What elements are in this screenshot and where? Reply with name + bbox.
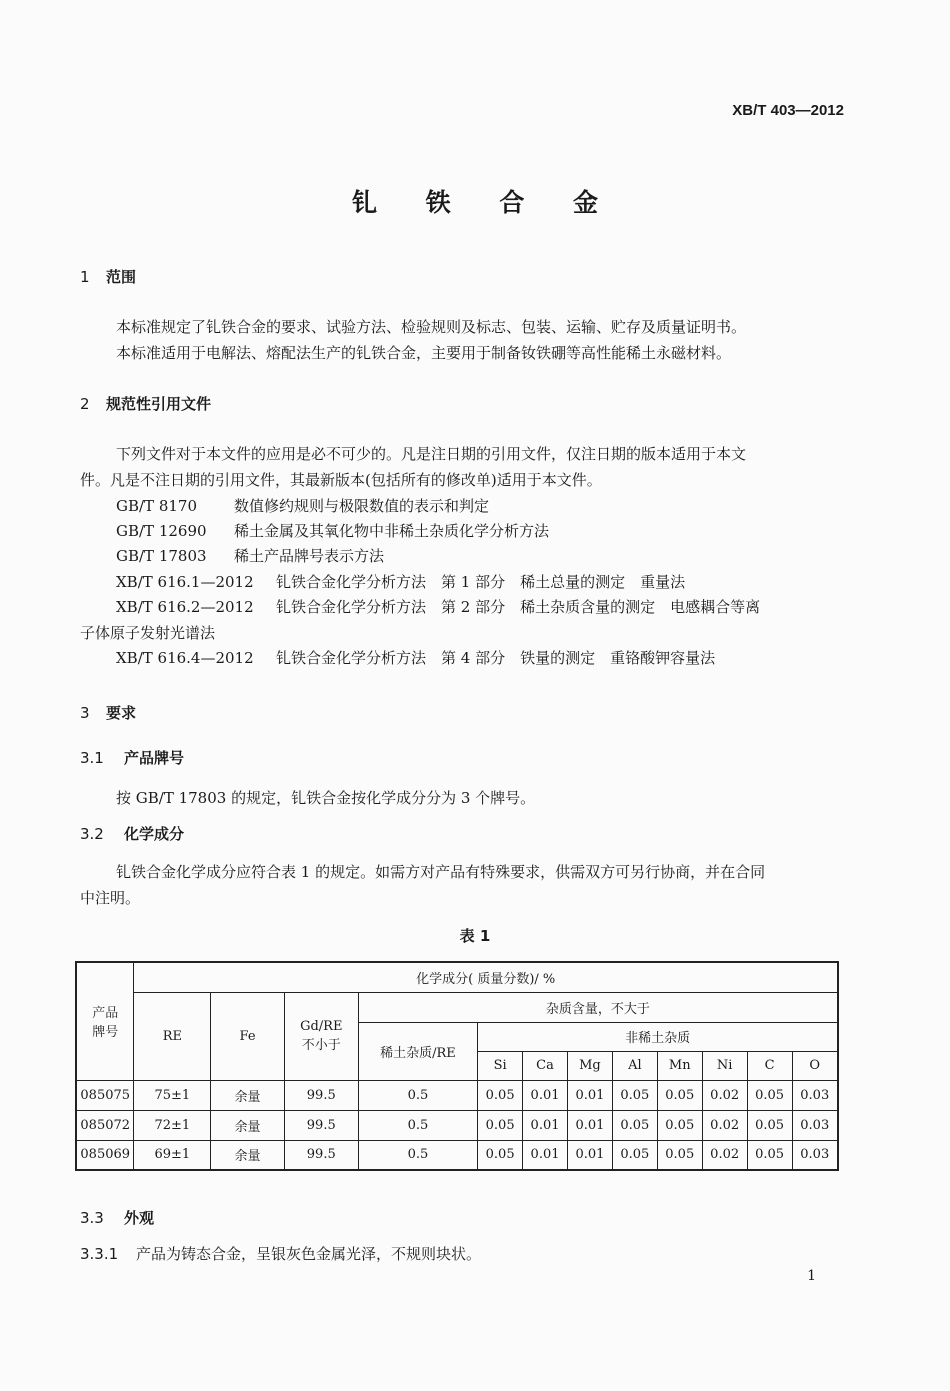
section-2-heading <box>80 393 211 414</box>
cell-value: 0.02 <box>702 1080 747 1110</box>
cell-re-impurity: 0.5 <box>358 1140 478 1170</box>
cell-fe: 余量 <box>211 1110 285 1140</box>
section-title: 规范性引用文件 <box>106 395 212 413</box>
section-2-intro-line-2: 件。凡是不注日期的引用文件，其最新版本(包括所有的修改单)适用于本文件。 <box>80 471 602 489</box>
section-3-1-para: 按 GB/T 17803 的规定，钆铁合金按化学成分分为 3 个牌号。 <box>116 789 536 807</box>
cell-value: 0.05 <box>657 1110 702 1140</box>
cell-re-impurity: 0.5 <box>358 1110 478 1140</box>
header-element: Mg <box>567 1051 612 1080</box>
cell-re-impurity: 0.5 <box>358 1080 478 1110</box>
cell-gd-re: 99.5 <box>284 1140 358 1170</box>
ref-item-continuation: 子体原子发射光谱法 <box>80 624 216 642</box>
section-3-2-heading <box>80 823 184 844</box>
section-number: 3.1 <box>80 749 104 767</box>
section-number: 1 <box>80 268 90 286</box>
cell-value: 0.03 <box>792 1140 838 1170</box>
cell-value: 0.05 <box>657 1140 702 1170</box>
section-title: 要求 <box>106 704 137 722</box>
cell-fe: 余量 <box>211 1080 285 1110</box>
header-non-re-impurity: 非稀土杂质 <box>478 1022 838 1051</box>
ref-title: 钆铁合金化学分析方法 第 2 部分 稀土杂质含量的测定 电感耦合等离 <box>276 598 761 616</box>
cell-value: 0.02 <box>702 1110 747 1140</box>
section-1-heading <box>80 266 136 287</box>
cell-value: 0.05 <box>612 1110 657 1140</box>
cell-re: 75±1 <box>134 1080 211 1110</box>
cell-value: 0.05 <box>478 1140 523 1170</box>
ref-code: XB/T 616.4—2012 <box>116 649 254 667</box>
ref-title: 钆铁合金化学分析方法 第 1 部分 稀土总量的测定 重量法 <box>276 573 686 591</box>
header-element: Mn <box>657 1051 702 1080</box>
ref-title: 钆铁合金化学分析方法 第 4 部分 铁量的测定 重铬酸钾容量法 <box>276 649 716 667</box>
section-1-para-2: 本标准适用于电解法、熔配法生产的钆铁合金，主要用于制备钕铁硼等高性能稀土永磁材料。 <box>116 344 732 362</box>
cell-fe: 余量 <box>211 1140 285 1170</box>
composition-table <box>75 961 839 1171</box>
cell-gd-re: 99.5 <box>284 1110 358 1140</box>
cell-value: 0.03 <box>792 1110 838 1140</box>
ref-item <box>116 495 489 516</box>
cell-gd-re: 99.5 <box>284 1080 358 1110</box>
section-3-2-line-1: 钆铁合金化学成分应符合表 1 的规定。如需方对产品有特殊要求，供需双方可另行协商，并在合同 <box>116 863 766 881</box>
section-3-1-heading <box>80 747 184 768</box>
ref-code: GB/T 12690 <box>116 522 207 540</box>
ref-title: 数值修约规则与极限数值的表示和判定 <box>234 497 490 515</box>
ref-title: 稀土金属及其氧化物中非稀土杂质化学分析方法 <box>234 522 550 540</box>
ref-item <box>116 520 549 541</box>
cell-value: 0.05 <box>657 1080 702 1110</box>
section-2-intro-line-1: 下列文件对于本文件的应用是必不可少的。凡是注日期的引用文件，仅注日期的版本适用于本文 <box>116 445 747 463</box>
ref-code: XB/T 616.1—2012 <box>116 573 254 591</box>
cell-value: 0.01 <box>567 1110 612 1140</box>
ref-code: GB/T 8170 <box>116 497 198 515</box>
section-1-para-1: 本标准规定了钆铁合金的要求、试验方法、检验规则及标志、包装、运输、贮存及质量证明书。 <box>116 318 747 336</box>
header-element: Al <box>612 1051 657 1080</box>
section-number: 3.3.1 <box>80 1245 119 1263</box>
section-title: 范围 <box>106 268 137 286</box>
header-element: Ca <box>523 1051 568 1080</box>
header-element: C <box>747 1051 792 1080</box>
standard-code: XB/T 403—2012 <box>732 102 844 119</box>
ref-code: GB/T 17803 <box>116 547 207 565</box>
cell-value: 0.01 <box>523 1140 568 1170</box>
table-caption: 表 1 <box>459 927 491 945</box>
header-element: Si <box>478 1051 523 1080</box>
cell-value: 0.05 <box>478 1110 523 1140</box>
header-fe: Fe <box>211 992 285 1080</box>
cell-value: 0.05 <box>747 1110 792 1140</box>
section-number: 3.3 <box>80 1209 104 1227</box>
cell-value: 0.01 <box>523 1080 568 1110</box>
header-product-line-1: 产品 <box>92 1006 119 1022</box>
ref-item <box>116 647 715 668</box>
page-number: 1 <box>807 1268 816 1284</box>
header-element: Ni <box>702 1051 747 1080</box>
cell-value: 0.05 <box>478 1080 523 1110</box>
cell-value: 0.05 <box>612 1080 657 1110</box>
section-number: 3 <box>80 704 90 722</box>
header-re-impurity: 稀土杂质/RE <box>358 1022 478 1080</box>
cell-value: 0.03 <box>792 1080 838 1110</box>
section-title: 产品牌号 <box>124 749 185 767</box>
cell-value: 0.05 <box>612 1140 657 1170</box>
cell-value: 0.01 <box>567 1080 612 1110</box>
section-title: 化学成分 <box>124 825 185 843</box>
header-gd-re-line-1: Gd/RE <box>300 1019 343 1034</box>
header-impurity: 杂质含量，不大于 <box>358 992 838 1022</box>
section-3-3-1 <box>80 1243 481 1264</box>
header-gd-re-line-2: 不小于 <box>301 1038 341 1053</box>
table-row <box>76 1080 838 1110</box>
ref-item <box>116 571 685 592</box>
section-3-heading <box>80 702 136 723</box>
table-row <box>76 1140 838 1170</box>
ref-title: 稀土产品牌号表示方法 <box>234 547 385 565</box>
cell-grade: 085069 <box>76 1140 134 1170</box>
header-product-grade <box>76 962 134 1080</box>
section-3-3-heading <box>80 1207 154 1228</box>
ref-item <box>116 596 760 617</box>
cell-value: 0.01 <box>567 1140 612 1170</box>
cell-re: 72±1 <box>134 1110 211 1140</box>
cell-value: 0.05 <box>747 1080 792 1110</box>
cell-value: 0.02 <box>702 1140 747 1170</box>
cell-grade: 085075 <box>76 1080 134 1110</box>
cell-value: 0.01 <box>523 1110 568 1140</box>
header-composition: 化学成分( 质量分数)/ % <box>134 962 838 992</box>
table-row <box>76 1110 838 1140</box>
section-number: 2 <box>80 395 90 413</box>
header-element: O <box>792 1051 838 1080</box>
ref-code: XB/T 616.2—2012 <box>116 598 254 616</box>
header-re: RE <box>134 992 211 1080</box>
ref-item <box>116 545 384 566</box>
section-number: 3.2 <box>80 825 104 843</box>
document-title: 钆 铁 合 金 <box>351 188 619 217</box>
cell-grade: 085072 <box>76 1110 134 1140</box>
header-product-line-2: 牌号 <box>92 1025 119 1041</box>
section-title: 外观 <box>124 1209 155 1227</box>
header-gd-re <box>284 992 358 1080</box>
section-text: 产品为铸态合金，呈银灰色金属光泽，不规则块状。 <box>136 1245 482 1263</box>
cell-value: 0.05 <box>747 1140 792 1170</box>
section-3-2-line-2: 中注明。 <box>80 889 141 907</box>
cell-re: 69±1 <box>134 1140 211 1170</box>
